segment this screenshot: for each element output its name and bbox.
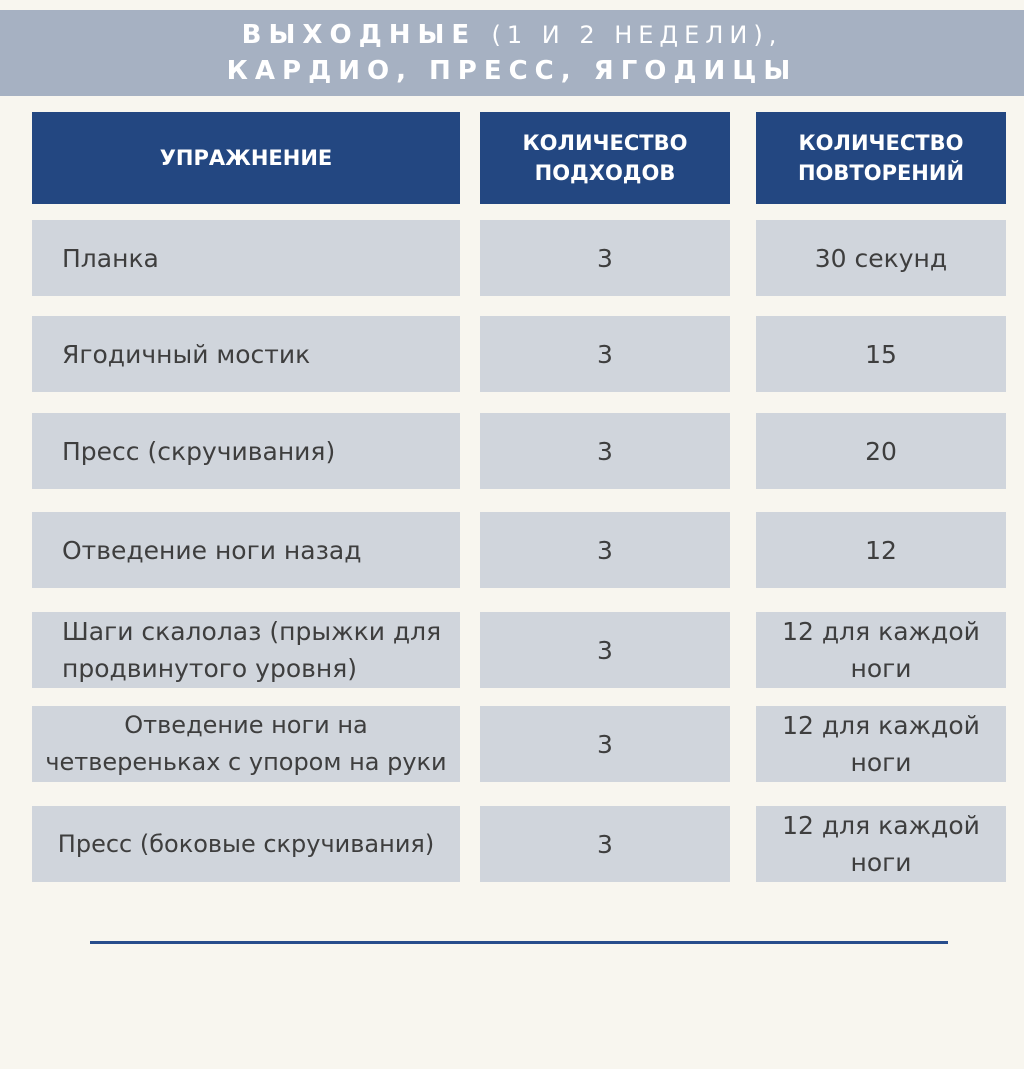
row-5-exercise: Шаги скалолаз (прыжки для продвинутого уровня) (32, 612, 460, 688)
banner-title-weeks: (1 И 2 НЕДЕЛИ), (491, 21, 783, 49)
header-exercise: УПРАЖНЕНИЕ (32, 112, 460, 204)
banner-title-bold: ВЫХОДНЫЕ (241, 20, 477, 50)
row-6-reps: 12 для каждой ноги (756, 706, 1006, 782)
banner-title-line1 (0, 20, 1024, 50)
row-4-reps: 12 (756, 512, 1006, 588)
row-1-exercise: Планка (32, 220, 460, 296)
row-6-exercise: Отведение ноги на четвереньках с упором на руки (32, 706, 460, 782)
row-1-reps: 30 секунд (756, 220, 1006, 296)
row-3-reps: 20 (756, 413, 1006, 489)
row-2-sets: 3 (480, 316, 730, 392)
top-strip (0, 0, 1024, 10)
row-7-sets: 3 (480, 806, 730, 882)
title-banner (0, 10, 1024, 96)
row-5-reps: 12 для каждой ноги (756, 612, 1006, 688)
row-6-sets: 3 (480, 706, 730, 782)
row-4-sets: 3 (480, 512, 730, 588)
row-5-sets: 3 (480, 612, 730, 688)
row-2-exercise: Ягодичный мостик (32, 316, 460, 392)
row-3-sets: 3 (480, 413, 730, 489)
header-reps: КОЛИЧЕСТВО ПОВТОРЕНИЙ (756, 112, 1006, 204)
row-4-exercise: Отведение ноги назад (32, 512, 460, 588)
banner-title-line2: КАРДИО, ПРЕСС, ЯГОДИЦЫ (226, 56, 798, 86)
row-7-reps: 12 для каждой ноги (756, 806, 1006, 882)
row-3-exercise: Пресс (скручивания) (32, 413, 460, 489)
header-sets: КОЛИЧЕСТВО ПОДХОДОВ (480, 112, 730, 204)
row-2-reps: 15 (756, 316, 1006, 392)
row-1-sets: 3 (480, 220, 730, 296)
divider-line (90, 941, 948, 944)
row-7-exercise: Пресс (боковые скручивания) (32, 806, 460, 882)
